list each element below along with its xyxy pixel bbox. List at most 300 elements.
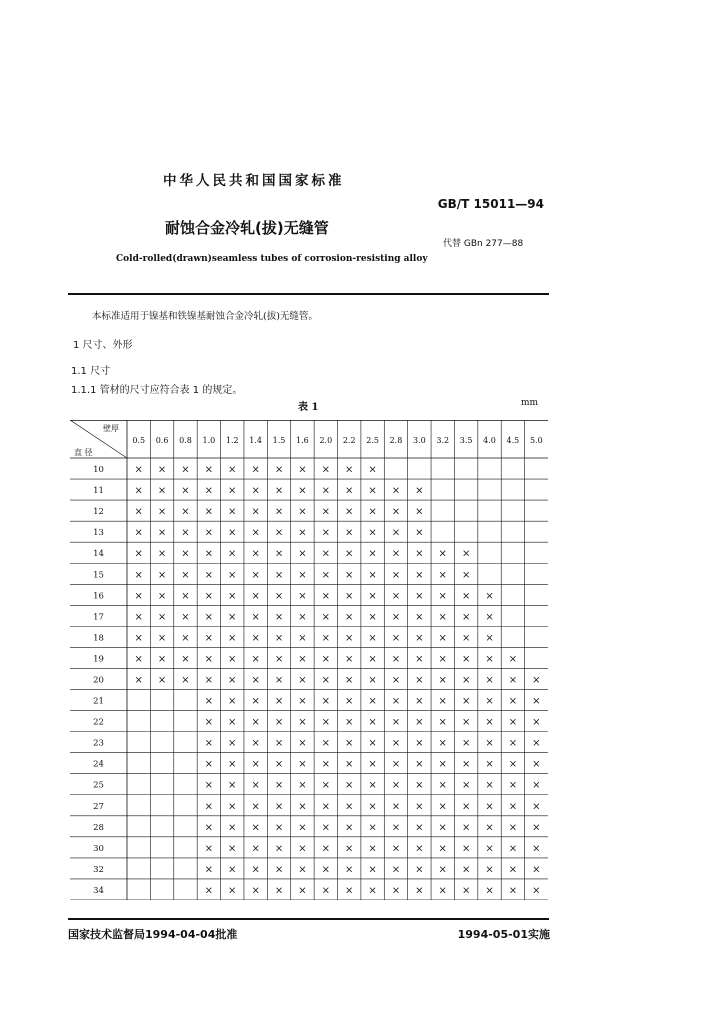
availability-mark: × [485,611,494,623]
availability-mark: × [157,548,167,560]
wall-thickness-header: 5.0 [529,436,543,445]
availability-mark: × [344,759,354,771]
diameter-cell: 30 [93,843,104,854]
availability-mark: × [228,548,237,560]
availability-mark: × [415,611,424,623]
availability-mark: × [368,675,377,686]
diameter-cell: 23 [93,738,104,749]
availability-mark: × [251,864,260,876]
availability-mark: × [251,696,260,708]
wall-thickness-header: 2.0 [319,436,333,445]
availability-mark: × [438,696,447,708]
availability-mark: × [228,738,237,750]
diameter-cell: 22 [93,717,104,728]
diameter-cell: 12 [93,507,104,518]
availability-mark: × [251,780,260,792]
availability-mark: × [321,506,331,518]
availability-mark: × [204,885,214,897]
availability-mark: × [508,780,518,792]
corner-label-wall: 壁厚 [103,424,119,433]
availability-mark: × [461,864,471,876]
availability-mark: × [391,759,401,771]
clause-text: 1.1.1 管材的尺寸应符合表 1 的规定。 [71,385,243,396]
availability-mark: × [485,864,494,876]
availability-mark: × [157,569,167,581]
availability-mark: × [274,780,284,792]
availability-mark: × [485,590,494,602]
availability-mark: × [274,590,284,602]
availability-mark: × [391,569,401,581]
wall-thickness-header: 4.0 [483,436,496,445]
availability-mark: × [508,885,518,897]
section-heading: 1 尺寸、外形 [73,340,133,351]
availability-mark: × [485,632,494,644]
availability-mark: × [368,485,377,497]
availability-mark: × [461,717,471,729]
availability-mark: × [415,717,424,729]
availability-mark: × [391,675,401,686]
availability-mark: × [298,717,307,729]
availability-mark: × [321,696,331,708]
availability-mark: × [532,843,541,855]
availability-mark: × [368,759,377,771]
wall-thickness-header: 3.2 [436,436,450,445]
availability-mark: × [438,717,447,729]
availability-mark: × [157,632,167,644]
availability-mark: × [415,675,424,686]
availability-mark: × [485,653,494,665]
availability-mark: × [298,527,307,539]
availability-mark: × [368,738,377,750]
availability-mark: × [298,885,307,897]
availability-mark: × [485,822,494,834]
availability-mark: × [274,527,284,539]
availability-mark: × [438,885,447,897]
availability-mark: × [461,590,471,602]
availability-mark: × [415,569,424,581]
wall-thickness-header: 1.4 [249,436,263,445]
availability-mark: × [274,738,284,750]
availability-mark: × [298,864,307,876]
availability-mark: × [181,506,190,518]
wall-thickness-header: 0.8 [179,436,192,445]
availability-mark: × [438,632,447,644]
replaces-note: 代替 GBn 277—88 [443,239,524,249]
availability-mark: × [204,653,214,665]
availability-mark: × [228,696,237,708]
availability-mark: × [415,485,424,497]
availability-mark: × [298,843,307,855]
availability-mark: × [157,675,167,686]
availability-mark: × [391,780,401,792]
wall-thickness-header: 1.2 [225,436,239,445]
availability-mark: × [251,822,260,834]
availability-mark: × [415,653,424,665]
availability-mark: × [157,464,167,476]
availability-mark: × [485,843,494,855]
availability-mark: × [204,632,214,644]
availability-mark: × [368,506,377,518]
availability-mark: × [344,485,354,497]
availability-mark: × [368,653,377,665]
availability-mark: × [368,864,377,876]
availability-mark: × [251,717,260,729]
availability-mark: × [461,780,471,792]
availability-mark: × [415,759,424,771]
availability-mark: × [321,653,331,665]
availability-mark: × [204,822,214,834]
availability-mark: × [274,843,284,855]
availability-mark: × [415,632,424,644]
availability-mark: × [298,548,307,560]
availability-mark: × [204,864,214,876]
diameter-cell: 15 [93,570,104,581]
availability-mark: × [228,485,237,497]
corner-label-diameter: 直 径 [74,448,93,457]
availability-mark: × [321,569,331,581]
availability-mark: × [251,801,260,813]
availability-mark: × [368,611,377,623]
availability-mark: × [321,464,331,476]
availability-mark: × [321,801,331,813]
availability-mark: × [368,801,377,813]
availability-mark: × [344,653,354,665]
diameter-cell: 32 [93,864,104,875]
availability-mark: × [204,527,214,539]
availability-mark: × [157,485,167,497]
availability-mark: × [228,464,237,476]
availability-mark: × [321,632,331,644]
availability-mark: × [415,738,424,750]
availability-mark: × [415,822,424,834]
availability-mark: × [321,759,331,771]
availability-mark: × [298,485,307,497]
availability-mark: × [157,506,167,518]
availability-mark: × [438,590,447,602]
availability-mark: × [344,675,354,686]
availability-mark: × [321,675,331,686]
availability-mark: × [274,485,284,497]
availability-mark: × [274,801,284,813]
availability-mark: × [157,527,167,539]
availability-mark: × [344,632,354,644]
diameter-cell: 11 [93,486,104,497]
availability-mark: × [181,632,190,644]
availability-mark: × [321,780,331,792]
availability-mark: × [321,717,331,729]
availability-mark: × [274,506,284,518]
availability-mark: × [321,843,331,855]
availability-mark: × [251,653,260,665]
availability-mark: × [228,822,237,834]
availability-mark: × [368,696,377,708]
availability-mark: × [461,653,471,665]
availability-mark: × [508,696,518,708]
availability-mark: × [344,843,354,855]
availability-mark: × [274,653,284,665]
header-divider [68,293,549,295]
availability-mark: × [438,864,447,876]
footer-divider [68,918,549,920]
availability-mark: × [228,675,237,686]
availability-mark: × [368,780,377,792]
wall-thickness-header: 3.0 [412,436,426,445]
wall-thickness-header: 2.5 [366,436,379,445]
availability-mark: × [532,738,541,750]
availability-mark: × [181,548,190,560]
document-title: 耐蚀合金冷轧(拔)无缝管 [165,219,329,237]
availability-mark: × [204,548,214,560]
availability-mark: × [438,611,447,623]
availability-mark: × [391,738,401,750]
availability-mark: × [204,611,214,623]
availability-mark: × [321,548,331,560]
table-unit: mm [521,398,539,408]
availability-mark: × [508,653,518,665]
implementation-date: 1994-05-01实施 [457,928,550,941]
availability-mark: × [321,822,331,834]
availability-mark: × [251,506,260,518]
availability-mark: × [274,548,284,560]
availability-mark: × [228,632,237,644]
availability-mark: × [321,738,331,750]
availability-mark: × [204,843,214,855]
availability-mark: × [391,885,401,897]
availability-mark: × [368,843,377,855]
availability-mark: × [438,569,447,581]
availability-mark: × [181,569,190,581]
availability-mark: × [485,759,494,771]
availability-mark: × [298,590,307,602]
availability-mark: × [461,632,471,644]
availability-mark: × [461,759,471,771]
availability-mark: × [134,632,143,644]
availability-mark: × [391,590,401,602]
availability-mark: × [298,759,307,771]
availability-mark: × [274,632,284,644]
availability-mark: × [368,527,377,539]
availability-mark: × [485,780,494,792]
availability-mark: × [274,759,284,771]
availability-mark: × [157,611,167,623]
availability-mark: × [415,780,424,792]
availability-mark: × [415,506,424,518]
availability-mark: × [508,675,518,686]
availability-mark: × [134,527,143,539]
availability-mark: × [508,759,518,771]
availability-mark: × [391,801,401,813]
availability-mark: × [274,717,284,729]
diameter-cell: 28 [93,822,104,833]
availability-mark: × [532,717,541,729]
availability-mark: × [204,590,214,602]
availability-mark: × [251,759,260,771]
availability-mark: × [228,653,237,665]
availability-mark: × [532,801,541,813]
availability-mark: × [204,801,214,813]
availability-mark: × [391,717,401,729]
availability-mark: × [461,822,471,834]
availability-mark: × [415,527,424,539]
availability-mark: × [298,569,307,581]
diameter-cell: 19 [93,654,104,665]
wall-thickness-header: 4.5 [506,436,520,445]
availability-mark: × [461,843,471,855]
availability-mark: × [415,696,424,708]
availability-mark: × [251,632,260,644]
availability-mark: × [438,548,447,560]
availability-mark: × [251,569,260,581]
availability-mark: × [274,464,284,476]
availability-mark: × [181,590,190,602]
availability-mark: × [461,548,471,560]
availability-mark: × [391,822,401,834]
availability-mark: × [461,801,471,813]
availability-mark: × [508,738,518,750]
availability-mark: × [532,885,541,897]
availability-mark: × [321,485,331,497]
availability-mark: × [298,632,307,644]
availability-mark: × [461,696,471,708]
availability-mark: × [344,506,354,518]
availability-mark: × [298,738,307,750]
issuing-organization: 中华人民共和国国家标准 [163,173,345,189]
availability-mark: × [485,801,494,813]
availability-mark: × [438,801,447,813]
availability-mark: × [274,822,284,834]
availability-mark: × [157,590,167,602]
availability-mark: × [438,759,447,771]
availability-mark: × [508,717,518,729]
availability-mark: × [157,653,167,665]
diameter-cell: 34 [93,885,104,896]
availability-mark: × [228,506,237,518]
availability-mark: × [532,759,541,771]
availability-mark: × [298,780,307,792]
availability-mark: × [228,527,237,539]
availability-mark: × [532,864,541,876]
diameter-cell: 25 [93,780,104,791]
approval-note: 国家技术监督局1994-04-04批准 [68,928,238,941]
availability-mark: × [461,675,471,686]
availability-mark: × [204,464,214,476]
availability-mark: × [391,653,401,665]
availability-mark: × [298,506,307,518]
availability-mark: × [415,590,424,602]
availability-mark: × [415,801,424,813]
availability-mark: × [415,843,424,855]
availability-mark: × [438,653,447,665]
wall-thickness-header: 3.5 [459,436,473,445]
availability-mark: × [204,780,214,792]
availability-mark: × [415,548,424,560]
availability-mark: × [134,590,143,602]
availability-mark: × [391,864,401,876]
availability-mark: × [134,464,143,476]
availability-mark: × [532,696,541,708]
availability-mark: × [368,590,377,602]
diameter-cell: 24 [93,759,104,770]
availability-mark: × [438,675,447,686]
availability-mark: × [368,464,377,476]
availability-mark: × [391,485,401,497]
availability-mark: × [181,485,190,497]
availability-mark: × [228,717,237,729]
availability-mark: × [344,696,354,708]
availability-mark: × [228,801,237,813]
availability-mark: × [391,527,401,539]
availability-mark: × [438,780,447,792]
availability-mark: × [134,569,143,581]
availability-mark: × [485,738,494,750]
availability-mark: × [344,717,354,729]
availability-mark: × [344,548,354,560]
availability-mark: × [204,717,214,729]
availability-mark: × [368,632,377,644]
availability-mark: × [321,864,331,876]
availability-mark: × [204,759,214,771]
availability-mark: × [461,738,471,750]
availability-mark: × [204,485,214,497]
availability-mark: × [134,548,143,560]
availability-mark: × [415,885,424,897]
availability-mark: × [134,675,143,686]
availability-mark: × [134,506,143,518]
availability-mark: × [344,569,354,581]
availability-mark: × [251,464,260,476]
availability-mark: × [368,885,377,897]
availability-mark: × [391,548,401,560]
availability-mark: × [228,759,237,771]
availability-mark: × [181,611,190,623]
table-title: 表 1 [298,402,319,413]
subsection-heading: 1.1 尺寸 [71,366,111,377]
availability-mark: × [204,506,214,518]
availability-mark: × [344,801,354,813]
availability-mark: × [344,464,354,476]
availability-mark: × [204,675,214,686]
availability-mark: × [391,611,401,623]
availability-mark: × [321,590,331,602]
availability-mark: × [344,611,354,623]
availability-mark: × [508,864,518,876]
availability-mark: × [251,738,260,750]
availability-mark: × [204,569,214,581]
diameter-cell: 21 [93,696,104,707]
availability-mark: × [344,590,354,602]
availability-mark: × [274,864,284,876]
availability-mark: × [251,485,260,497]
availability-mark: × [321,611,331,623]
availability-mark: × [391,696,401,708]
availability-mark: × [391,843,401,855]
availability-mark: × [228,569,237,581]
availability-mark: × [368,548,377,560]
availability-mark: × [532,822,541,834]
availability-mark: × [461,569,471,581]
diameter-cell: 10 [93,465,104,476]
availability-mark: × [134,653,143,665]
diameter-cell: 18 [93,633,104,644]
availability-mark: × [274,569,284,581]
availability-mark: × [321,527,331,539]
availability-mark: × [228,864,237,876]
availability-mark: × [181,464,190,476]
availability-mark: × [228,885,237,897]
availability-mark: × [298,675,307,686]
availability-mark: × [438,822,447,834]
availability-mark: × [391,632,401,644]
